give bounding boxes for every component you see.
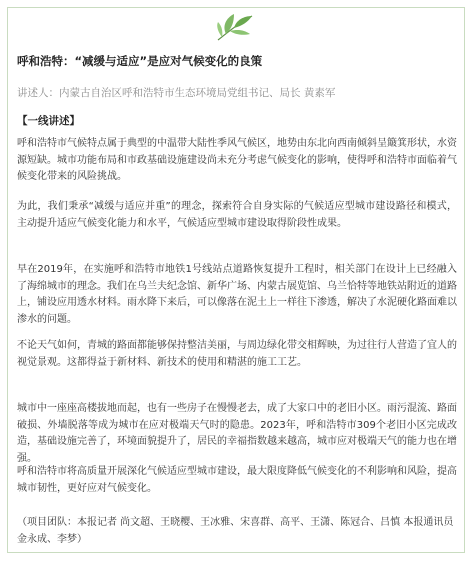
article-title: 呼和浩特：“减缓与适应”是应对气候变化的良策 [17, 54, 263, 68]
paragraph-4: 不论天气如何，青城的路面都能够保持整洁美丽，与周边绿化带交相辉映，为过往行人营造了宜人的视觉景观。这都得益于新材料、新技术的使用和精湛的施工工艺。 [17, 340, 457, 368]
team-credit: （项目团队：本报记者 尚文超、王晓樱、王冰雅、宋喜群、高平、王潇、陈冠合、吕慎 本报通讯员 金永成、李梦） [17, 517, 454, 545]
speaker-line: 讲述人：内蒙古自治区呼和浩特市生态环境局党组书记、局长 黄素军 [17, 87, 336, 99]
paragraph-2: 为此，我们秉承“减缓与适应并重”的理念，探索符合自身实际的气候适应型城市建设路径和模式，主动提升适应气候变化能力和水平，气候适应型城市建设取得阶段性成果。 [17, 201, 457, 229]
paragraph-1: 呼和浩特市气候特点属于典型的中温带大陆性季风气候区，地势由东北向西南倾斜呈簸箕形状，水资源短缺。城市功能布局和市政基础设施建设尚未充分考虑气候变化的影响，使得呼和浩特市面临着气候变化带来的风险挑战。 [17, 138, 457, 182]
paragraph-6: 呼和浩特市将高质量开展深化气候适应型城市建设，最大限度降低气候变化的不利影响和风险，提高城市韧性，更好应对气候变化。 [17, 466, 457, 494]
paragraph-5: 城市中一座座高楼拔地而起，也有一些房子在慢慢老去，成了大家口中的老旧小区。雨污混流、路面破损、外墙脱落等成为城市在应对极端天气时的隐患。2023年，呼和浩特市309个老旧小区完成改造，基础设施完善了，环境面貌提升了，居民的幸福指数越来越高，城市应对极端天气的能力也在增强。 [17, 403, 457, 464]
bamboo-leaf-icon [212, 10, 260, 46]
paragraph-3: 早在2019年，在实施呼和浩特市地铁1号线站点道路恢复提升工程时，相关部门在设计上已经融入了海绵城市的理念。我们在乌兰夫纪念馆、新华广场、内蒙古展览馆、乌兰恰特等地铁站附近的道路上，铺设应用透水材料。雨水降下来后，可以像落在泥土上一样往下渗透，解决了水泥硬化路面难以渗水的问题。 [17, 264, 457, 325]
section-header: 【一线讲述】 [17, 115, 80, 127]
